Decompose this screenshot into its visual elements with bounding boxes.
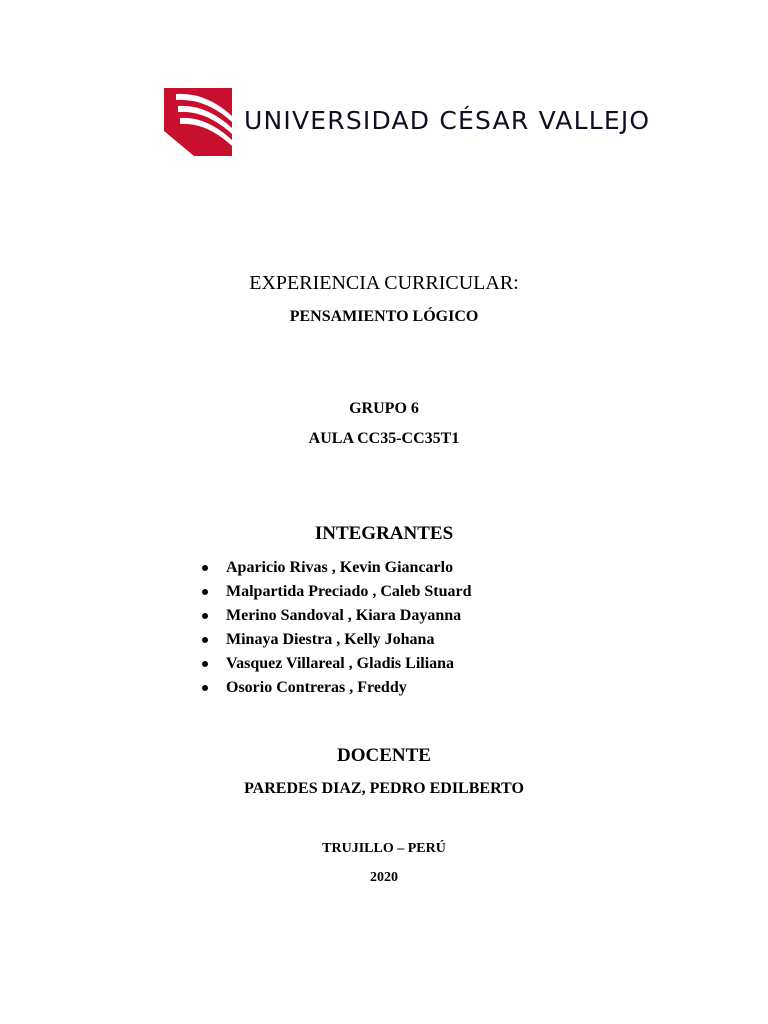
member-name: Minaya Diestra , Kelly Johana <box>226 631 435 648</box>
course-name: PENSAMIENTO LÓGICO <box>289 308 479 325</box>
bullet-icon <box>202 589 208 595</box>
year-label: 2020 <box>370 870 398 885</box>
bullet-icon <box>202 637 208 643</box>
bullet-icon <box>202 613 208 619</box>
city-label: TRUJILLO – PERÚ <box>322 841 446 856</box>
list-item <box>202 676 471 700</box>
bullet-icon <box>202 661 208 667</box>
list-item <box>202 556 471 580</box>
member-name: Osorio Contreras , Freddy <box>226 679 407 696</box>
member-name: Malpartida Preciado , Caleb Stuard <box>226 583 472 600</box>
member-name: Vasquez Villareal , Gladis Liliana <box>226 655 455 672</box>
list-item <box>202 604 471 628</box>
classroom-label: AULA CC35-CC35T1 <box>308 430 460 447</box>
teacher-name: PAREDES DIAZ, PEDRO EDILBERTO <box>244 780 524 797</box>
bullet-icon <box>202 685 208 691</box>
list-item <box>202 652 471 676</box>
members-heading: INTEGRANTES <box>314 523 454 544</box>
group-label: GRUPO 6 <box>349 400 419 417</box>
university-shield-icon <box>162 86 234 158</box>
members-list <box>202 556 471 700</box>
university-name: UNIVERSIDAD CÉSAR VALLEJO <box>244 106 651 135</box>
member-name: Aparicio Rivas , Kevin Giancarlo <box>226 559 454 576</box>
member-name: Merino Sandoval , Kiara Dayanna <box>226 607 462 624</box>
teacher-heading: DOCENTE <box>337 745 431 766</box>
experience-title: EXPERIENCIA CURRICULAR: <box>249 272 519 294</box>
list-item <box>202 580 471 604</box>
list-item <box>202 628 471 652</box>
university-logo <box>162 86 662 166</box>
bullet-icon <box>202 565 208 571</box>
